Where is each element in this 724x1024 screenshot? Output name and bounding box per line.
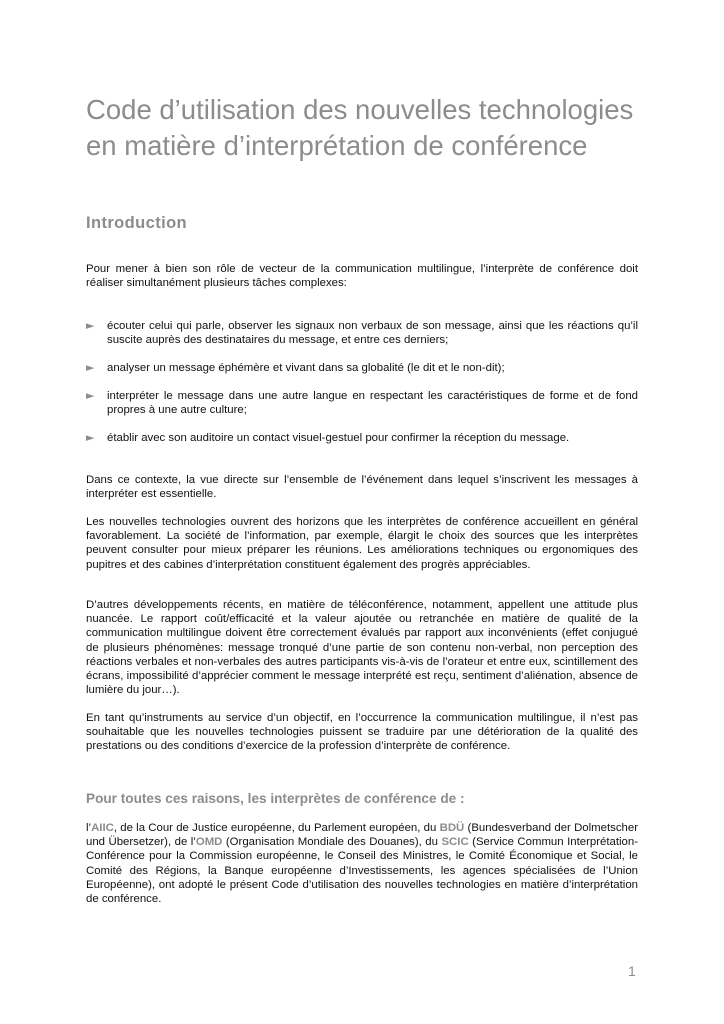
technologies-paragraph: Les nouvelles technologies ouvrent des horizons que les interprètes de conférence accueillent en général favorablement. La société de l’information, par exemple, élargit le choix des sources que les interprètes peuvent consulter pour mieux préparer les réunions. Les améliorations techniques ou ergonomiques des pupitres et des cabines d’interprétation constituent également des progrès appréciables. xyxy=(86,516,638,571)
teleconference-paragraph: D’autres développements récents, en matière de téléconférence, notamment, appellent une attitude plus nuancée. Le rapport coût/efficacité et la valeur ajoutée ou retranchée en matière de qualité de la communication multilingue doivent être correctement évalués par rapport aux inconvénients (effet conjugué de plusieurs phénomènes: message tronqué d’une partie de son contenu non-verbal, non perception des réactions verbales et non-verbales des autres participants vis-à-vis de l’orateur et entre eux, scintillement des écrans, impossibilité d’apprécier comment le message interprété est reçu, sentiment d’aliénation, absence de lumière du jour…). xyxy=(86,599,638,697)
final-text: (Organisation Mondiale des Douanes), du xyxy=(222,836,442,849)
arrow-right-icon: ► xyxy=(86,431,95,444)
context-paragraph: Dans ce contexte, la vue directe sur l’ensemble de l’événement dans lequel s’inscrivent les messages à interpréter est essentielle. xyxy=(86,474,638,501)
org-omd: OMD xyxy=(195,836,223,849)
bullet-item xyxy=(86,361,638,375)
document-title: Code d’utilisation des nouvelles technologies en matière d’interprétation de conférence xyxy=(86,94,634,161)
intro-paragraph: Pour mener à bien son rôle de vecteur de la communication multilingue, l’interprète de conférence doit réaliser simultanément plusieurs tâches complexes: xyxy=(86,263,638,290)
arrow-right-icon: ► xyxy=(86,389,95,402)
introduction-heading: Introduction xyxy=(86,214,188,232)
final-text: l’ xyxy=(86,822,92,834)
bullet-item xyxy=(86,319,638,347)
bullet-text: analyser un message éphémère et vivant dans sa globalité (le dit et le non-dit); xyxy=(107,362,505,374)
final-text: (Bundesverband der Dolmetscher und Übersetzer), de l’ xyxy=(86,822,638,849)
arrow-right-icon: ► xyxy=(86,361,95,374)
arrow-right-icon: ► xyxy=(86,319,95,332)
org-bdu: BDÜ xyxy=(439,822,465,834)
page-number: 1 xyxy=(628,963,636,979)
final-text: (Service Commun Interprétation-Conférence pour la Commission européenne, le Conseil des Ministres, le Comité Économique et Social, le Comité des Régions, la Banque européenne d’Investissements, les agences spécialisées de l’Union Européenne), ont adopté le présent Code d’utilisation des nouvelles technologies en matière d’interprétation de conférence. xyxy=(86,836,638,906)
section-heading: Pour toutes ces raisons, les interprètes de conférence de : xyxy=(86,791,465,806)
bullet-item xyxy=(86,431,638,445)
bullet-item xyxy=(86,389,638,417)
bullet-text: établir avec son auditoire un contact visuel-gestuel pour confirmer la réception du message. xyxy=(107,432,570,444)
instruments-paragraph: En tant qu’instruments au service d’un objectif, en l’occurrence la communication multilingue, il n’est pas souhaitable que les nouvelles technologies puissent se traduire par une détérioration de la qualité des prestations ou des conditions d’exercice de la profession d’interprète de conférence. xyxy=(86,712,638,753)
bullet-text: interpréter le message dans une autre langue en respectant les caractéristiques de forme et de fond propres à une autre culture; xyxy=(107,390,638,417)
org-aiic: AIIC xyxy=(91,822,114,834)
bullet-text: écouter celui qui parle, observer les signaux non verbaux de son message, ainsi que les réactions qu’il suscite auprès des destinataires du message, et entre ces derniers; xyxy=(107,320,638,347)
final-text: , de la Cour de Justice européenne, du Parlement européen, du xyxy=(113,822,440,834)
adoption-paragraph xyxy=(86,821,638,906)
org-scic: SCIC xyxy=(441,836,469,849)
